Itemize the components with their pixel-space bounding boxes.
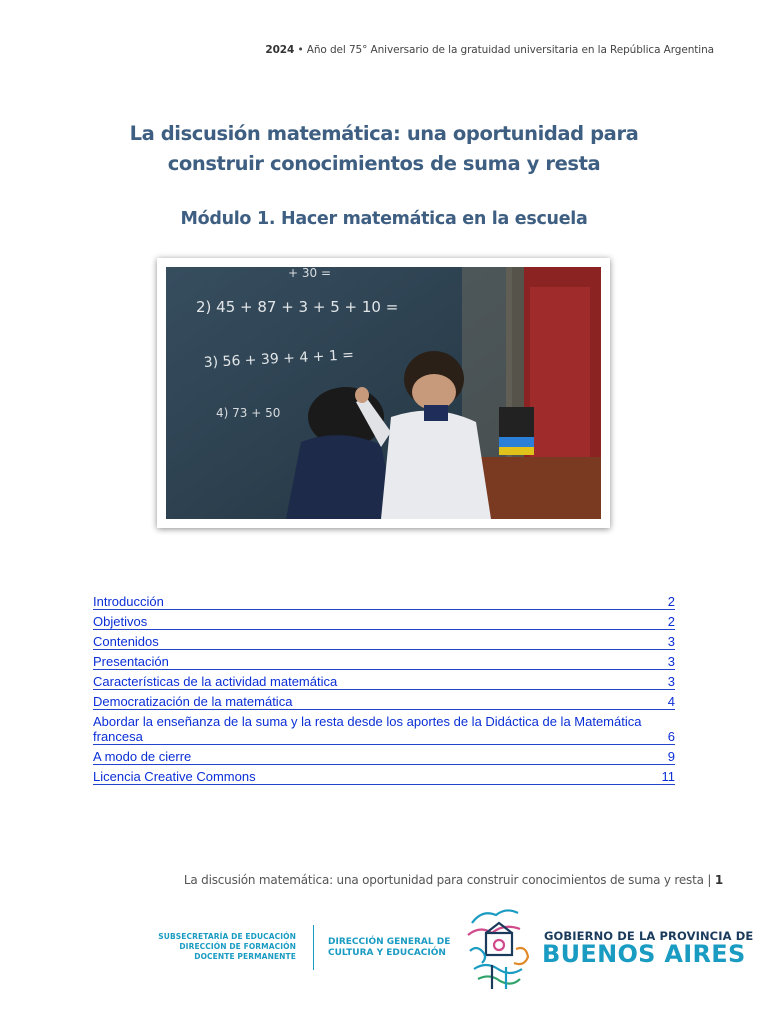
toc-entry-page: 6 [667,729,675,744]
toc-entry-title: Abordar la enseñanza de la suma y la resta desde los aportes de la Didáctica de la Matemática francesa [93,714,642,744]
module-subtitle: Módulo 1. Hacer matemática en la escuela [180,209,588,229]
classroom-photo [157,258,610,528]
buenos-aires-wordmark: BUENOS AIRES [542,940,746,968]
logo-left-line-1: SUBSECRETARÍA DE EDUCACIÓN [158,932,296,941]
header-year: 2024 [265,44,295,56]
board-line-2: 3) 56 + 39 + 4 + 1 = [203,347,355,371]
toc-entry[interactable] [93,594,675,610]
toc-entry-title: Democratización de la matemática [93,694,293,709]
toc-entry-title: Licencia Creative Commons [93,769,256,784]
toc-entry-title: Objetivos [93,614,148,629]
direccion-general-logo-text [328,937,450,959]
toc-entry[interactable] [93,634,675,650]
title-line-1: La discusión matemática: una oportunidad para [129,122,639,145]
toc-entry-title: Introducción [93,594,164,609]
logo-left-line-3: DOCENTE PERMANENTE [194,952,296,961]
footer-page-number: 1 [714,873,723,887]
toc-entry[interactable] [93,769,675,785]
header-anniversary-line [265,44,714,56]
toc-entry[interactable] [93,654,675,670]
toc-entry-page: 4 [667,694,675,709]
toc-entry[interactable] [93,614,675,630]
province-emblem-icon [462,905,538,993]
logo-mid-line-2: CULTURA Y EDUCACIÓN [328,948,446,958]
toc-entry-page: 11 [661,769,675,784]
toc-entry-title: A modo de cierre [93,749,192,764]
logo-mid-line-1: DIRECCIÓN GENERAL DE [328,937,451,947]
logo-left-line-2: DIRECCIÓN DE FORMACIÓN [179,942,296,951]
chalkboard-photo-illustration [166,267,601,519]
title-line-2: construir conocimientos de suma y resta [167,152,601,175]
board-line-3: 4) 73 + 50 [216,406,281,420]
board-top-text: + 30 = [288,267,332,280]
gobierno-provincia-text: GOBIERNO DE LA PROVINCIA DE [544,929,754,943]
toc-entry[interactable] [93,674,675,690]
header-text: • Año del 75° Aniversario de la gratuidad universitaria en la República Argentina [294,44,714,56]
footer-title: La discusión matemática: una oportunidad para construir conocimientos de suma y resta | [183,873,715,887]
board-line-1: 2) 45 + 87 + 3 + 5 + 10 = [196,298,399,316]
table-of-contents [93,594,675,789]
document-title [60,119,708,179]
toc-entry-page: 3 [667,654,675,669]
footer-running-title [184,873,723,887]
toc-entry[interactable] [93,749,675,765]
logo-divider [313,925,314,970]
toc-entry-page: 3 [667,674,675,689]
toc-entry-page: 3 [667,634,675,649]
toc-entry[interactable] [93,694,675,710]
toc-entry-title: Contenidos [93,634,159,649]
subsecretaria-logo-text [130,932,296,962]
toc-entry-title: Presentación [93,654,169,669]
toc-entry-title: Características de la actividad matemática [93,674,338,689]
toc-entry-page: 2 [667,594,675,609]
toc-entry-page: 9 [667,749,675,764]
toc-entry[interactable] [93,714,675,745]
toc-entry-page: 2 [667,614,675,629]
